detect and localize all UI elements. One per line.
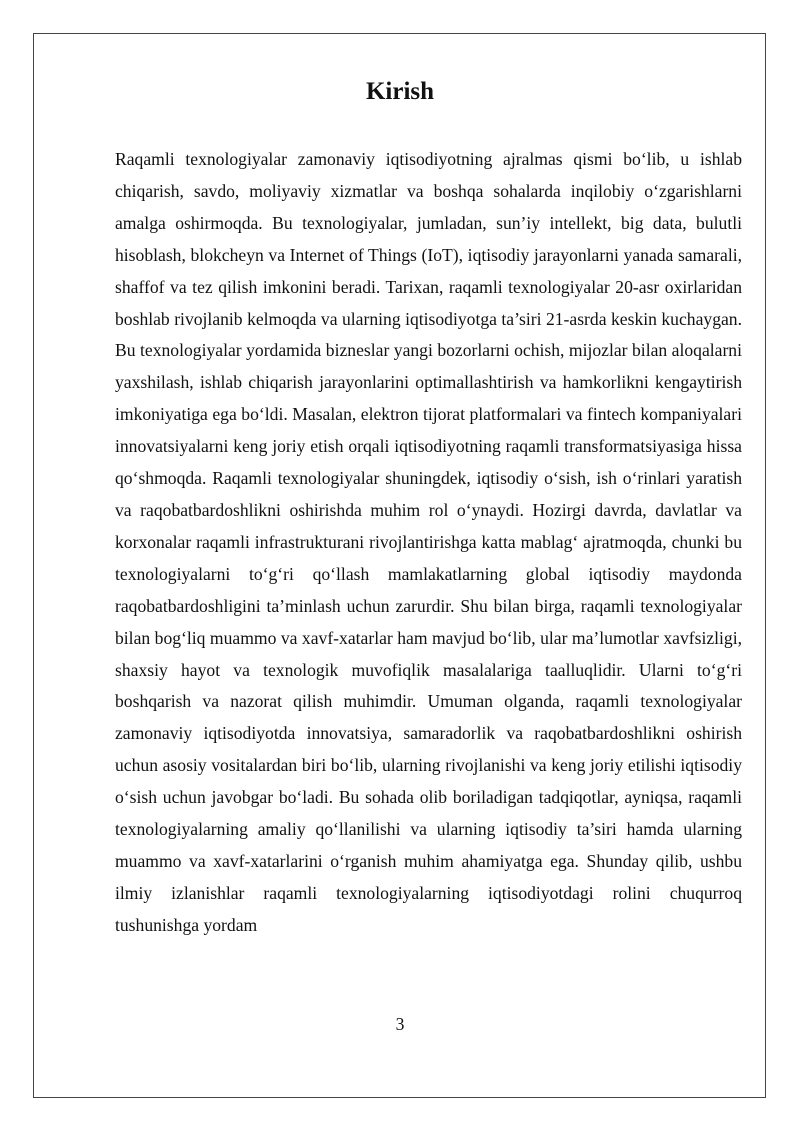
page-title: Kirish <box>365 78 435 105</box>
page-number: 3 <box>395 1014 405 1034</box>
body-paragraph: Raqamli texnologiyalar zamonaviy iqtisodiyotning ajralmas qismi bo‘lib, u ishlab chiqarish, savdo, moliyaviy xizmatlar va boshqa sohalarda inqilobiy o‘zgarishlarni amalga oshirmoqda. Bu texnologiyalar, jumladan, sun’iy intellekt, big data, bulutli hisoblash, blokcheyn va Internet of Things (IoT), iqtisodiy jarayonlarni yanada samarali, shaffof va tez qilish imkonini beradi. Tarixan, raqamli texnologiyalar 20-asr oxirlaridan boshlab rivojlanib kelmoqda va ularning iqtisodiyotga ta’siri 21-asrda keskin kuchaygan. Bu texnologiyalar yordamida bizneslar yangi bozorlarni ochish, mijozlar bilan aloqalarni yaxshilash, ishlab chiqarish jarayonlarini optimallashtirish va hamkorlikni kengaytirish imkoniyatiga ega bo‘ldi. Masalan, elektron tijorat platformalari va fintech kompaniyalari innovatsiyalarni keng joriy etish orqali iqtisodiyotning raqamli transformatsiyasiga hissa qo‘shmoqda. Raqamli texnologiyalar shuningdek, iqtisodiy o‘sish, ish o‘rinlari yaratish va raqobatbardoshlikni oshirishda muhim rol o‘ynaydi. Hozirgi davrda, davlatlar va korxonalar raqamli infrastrukturani rivojlantirishga katta mablag‘ ajratmoqda, chunki bu texnologiyalarni to‘g‘ri qo‘llash mamlakatlarning global iqtisodiy maydonda raqobatbardoshligini ta’minlash uchun zarurdir. Shu bilan birga, raqamli texnologiyalar bilan bog‘liq muammo va xavf-xatarlar ham mavjud bo‘lib, ular ma’lumotlar xavfsizligi, shaxsiy hayot va texnologik muvofiqlik masalalariga taalluqlidir. Ularni to‘g‘ri boshqarish va nazorat qilish muhimdir. Umuman olganda, raqamli texnologiyalar zamonaviy iqtisodiyotda innovatsiya, samaradorlik va raqobatbardoshlikni oshirish uchun asosiy vositalardan biri bo‘lib, ularning rivojlanishi va keng joriy etilishi iqtisodiy o‘sish uchun javobgar bo‘ladi. Bu sohada olib boriladigan tadqiqotlar, ayniqsa, raqamli texnologiyalarning amaliy qo‘llanilishi va ularning iqtisodiy ta’siri hamda ularning muammo va xavf-xatarlarini o‘rganish muhim ahamiyatga ega. Shunday qilib, ushbu ilmiy izlanishlar raqamli texnologiyalarning iqtisodiyotdagi rolini chuqurroq tushunishga yordam <box>115 149 742 935</box>
